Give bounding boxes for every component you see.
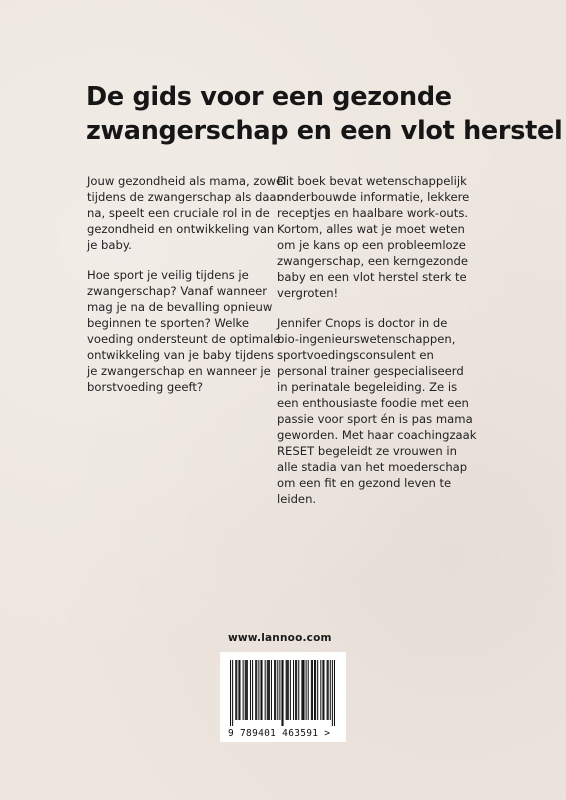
text-line: alle stadia van het moederschap — [277, 460, 468, 474]
barcode-bar — [296, 660, 297, 720]
text-line: Jennifer Cnops is doctor in de — [277, 316, 448, 330]
barcode-bar — [315, 660, 316, 720]
text-line: bio-ingenieurswetenschappen, — [277, 332, 456, 346]
barcode-bar — [311, 660, 312, 720]
cover-title — [86, 80, 563, 148]
left-column — [87, 173, 287, 409]
barcode-bar — [238, 660, 239, 720]
text-line: zwangerschap? Vanaf wanneer — [87, 284, 268, 298]
book-description-paragraph — [277, 173, 477, 301]
author-bio-paragraph — [277, 315, 477, 507]
publisher-website: www.lannoo.com — [228, 632, 332, 644]
barcode-bar — [317, 660, 318, 720]
barcode-bar — [239, 660, 240, 720]
text-line: baby en een vlot herstel sterk te — [277, 270, 467, 284]
barcode-bar — [287, 660, 288, 720]
barcode-bar — [320, 660, 321, 720]
text-line: Jouw gezondheid als mama, zowel — [87, 174, 287, 188]
text-line: na, speelt een cruciale rol in de — [87, 206, 270, 220]
barcode-bar — [281, 660, 282, 726]
barcode-bar — [293, 660, 294, 720]
barcode-bar — [243, 660, 244, 720]
text-line: geworden. Met haar coachingzaak — [277, 428, 477, 442]
text-line: je baby. — [87, 238, 132, 252]
text-line: sportvoedingsconsulent en — [277, 348, 434, 362]
text-line: voeding ondersteunt de optimale — [87, 332, 281, 346]
barcode-bar — [256, 660, 257, 720]
barcode-bar — [269, 660, 270, 720]
barcode-bar — [302, 660, 303, 720]
text-line: tijdens de zwangerschap als daar- — [87, 190, 285, 204]
barcode-bar — [246, 660, 247, 720]
text-line: onderbouwde informatie, lekkere — [277, 190, 470, 204]
barcode-bar — [288, 660, 289, 720]
text-line: receptjes en haalbare work-outs. — [277, 206, 469, 220]
isbn-number: 9 789401 463591 > — [228, 728, 331, 739]
barcode-bar — [260, 660, 261, 720]
barcode-bar — [304, 660, 305, 720]
barcode-bar — [274, 660, 275, 720]
intro-paragraph — [87, 173, 287, 253]
right-column — [277, 173, 477, 521]
title-line-2: zwangerschap en een vlot herstel — [86, 116, 563, 146]
barcode-bar — [275, 660, 276, 720]
barcode-bar — [277, 660, 278, 720]
isbn-barcode — [220, 652, 346, 742]
text-line: een enthousiaste foodie met een — [277, 396, 469, 410]
barcode-bar — [286, 660, 287, 720]
text-line: je zwangerschap en wanneer je — [87, 364, 271, 378]
barcode-bar — [298, 660, 299, 720]
title-line-1: De gids voor een gezonde — [86, 82, 452, 112]
barcode-bar — [265, 660, 266, 720]
barcode-bar — [271, 660, 272, 720]
barcode-bar — [245, 660, 246, 720]
barcode-bar — [328, 660, 329, 720]
barcode-bar — [258, 660, 259, 720]
barcode-bar — [334, 660, 335, 726]
text-line: borstvoeding geeft? — [87, 380, 204, 394]
barcode-bar — [252, 660, 253, 720]
barcode-bar — [322, 660, 323, 720]
barcode-bar — [312, 660, 313, 720]
barcode-bar — [290, 660, 291, 720]
text-line: in perinatale begeleiding. Ze is — [277, 380, 458, 394]
barcode-bar — [308, 660, 309, 720]
barcode-bar — [247, 660, 248, 720]
barcode-bar — [255, 660, 256, 720]
barcode-bar — [314, 660, 315, 720]
barcode-bar — [279, 660, 280, 720]
barcode-bar — [268, 660, 269, 720]
barcode-bar — [295, 660, 296, 720]
barcode-bar — [236, 660, 237, 720]
barcode-bar — [330, 660, 331, 720]
text-line: ontwikkeling van je baby tijdens — [87, 348, 274, 362]
barcode-bar — [301, 660, 302, 720]
text-line: Kortom, alles wat je moet weten — [277, 222, 465, 236]
barcode-bar — [230, 660, 231, 726]
text-line: zwangerschap, een kerngezonde — [277, 254, 469, 268]
barcode-bar — [306, 660, 307, 720]
text-line: beginnen te sporten? Welke — [87, 316, 249, 330]
barcode-bar — [323, 660, 324, 720]
barcode-bar — [267, 660, 268, 720]
text-line: mag je na de bevalling opnieuw — [87, 300, 273, 314]
text-line: leiden. — [277, 492, 317, 506]
barcode-bar — [332, 660, 333, 726]
text-line: Hoe sport je veilig tijdens je — [87, 268, 249, 282]
barcode-bar — [327, 660, 328, 720]
text-line: RESET begeleidt ze vrouwen in — [277, 444, 457, 458]
barcode-bar — [250, 660, 251, 720]
barcode-bars — [230, 660, 336, 726]
barcode-bar — [232, 660, 233, 726]
text-line: om een fit en gezond leven te — [277, 476, 452, 490]
text-line: personal trainer gespecialiseerd — [277, 364, 464, 378]
text-line: gezondheid en ontwikkeling van — [87, 222, 275, 236]
text-line: vergroten! — [277, 286, 339, 300]
questions-paragraph — [87, 267, 287, 395]
barcode-bar — [262, 660, 263, 720]
text-line: om je kans op een probleemloze — [277, 238, 466, 252]
barcode-bar — [283, 660, 284, 726]
text-line: passie voor sport én is pas mama — [277, 412, 473, 426]
text-line: Dit boek bevat wetenschappelijk — [277, 174, 467, 188]
barcode-bar — [235, 660, 236, 720]
